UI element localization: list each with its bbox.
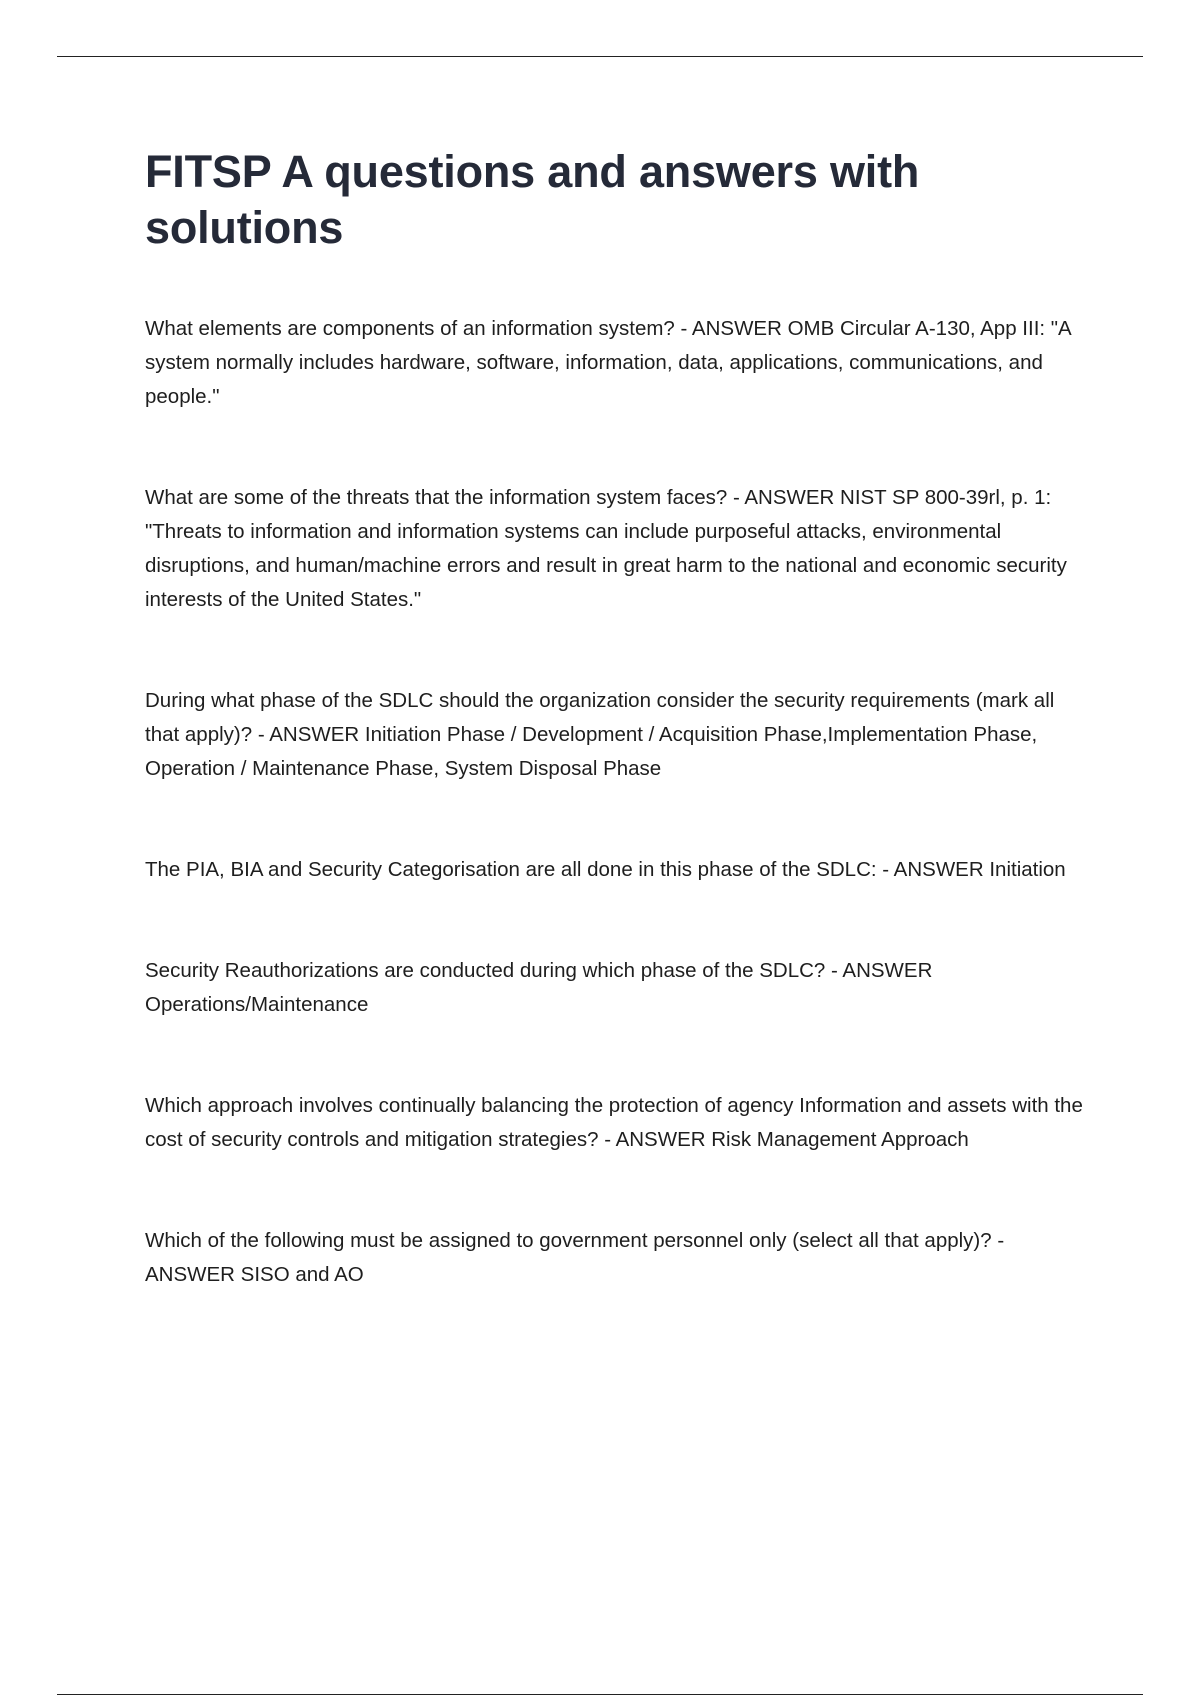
qa-item-2: What are some of the threats that the information system faces? - ANSWER NIST SP 800-39rl, p. 1: "Threats to information and information systems can include purposeful attacks, environmental disruptions, and human/machine errors and result in great harm to the national and economic security interests of the United States." xyxy=(145,486,1067,611)
document-title: FITSP A questions and answers with solutions xyxy=(145,146,920,253)
header-divider xyxy=(57,56,1143,57)
qa-item-6: Which approach involves continually balancing the protection of agency Information and assets with the cost of security controls and mitigation strategies? - ANSWER Risk Management Approach xyxy=(145,1094,1083,1151)
qa-item-1: What elements are components of an information system? - ANSWER OMB Circular A-130, App III: "A system normally includes hardware, software, information, data, applications, communications, and people." xyxy=(145,317,1071,408)
footer-divider xyxy=(57,1694,1143,1695)
qa-item-3: During what phase of the SDLC should the organization consider the security requirements (mark all that apply)? - ANSWER Initiation Phase / Development / Acquisition Phase,Implementation Phase, Operation / Maintenance Phase, System Disposal Phase xyxy=(145,689,1055,780)
qa-list xyxy=(145,312,1090,1292)
qa-item-4: The PIA, BIA and Security Categorisation are all done in this phase of the SDLC: - ANSWER Initiation xyxy=(145,858,1066,881)
qa-item-5: Security Reauthorizations are conducted during which phase of the SDLC? - ANSWER Operations/Maintenance xyxy=(145,959,933,1016)
qa-item-7: Which of the following must be assigned to government personnel only (select all that apply)? - ANSWER SISO and AO xyxy=(145,1229,1005,1286)
